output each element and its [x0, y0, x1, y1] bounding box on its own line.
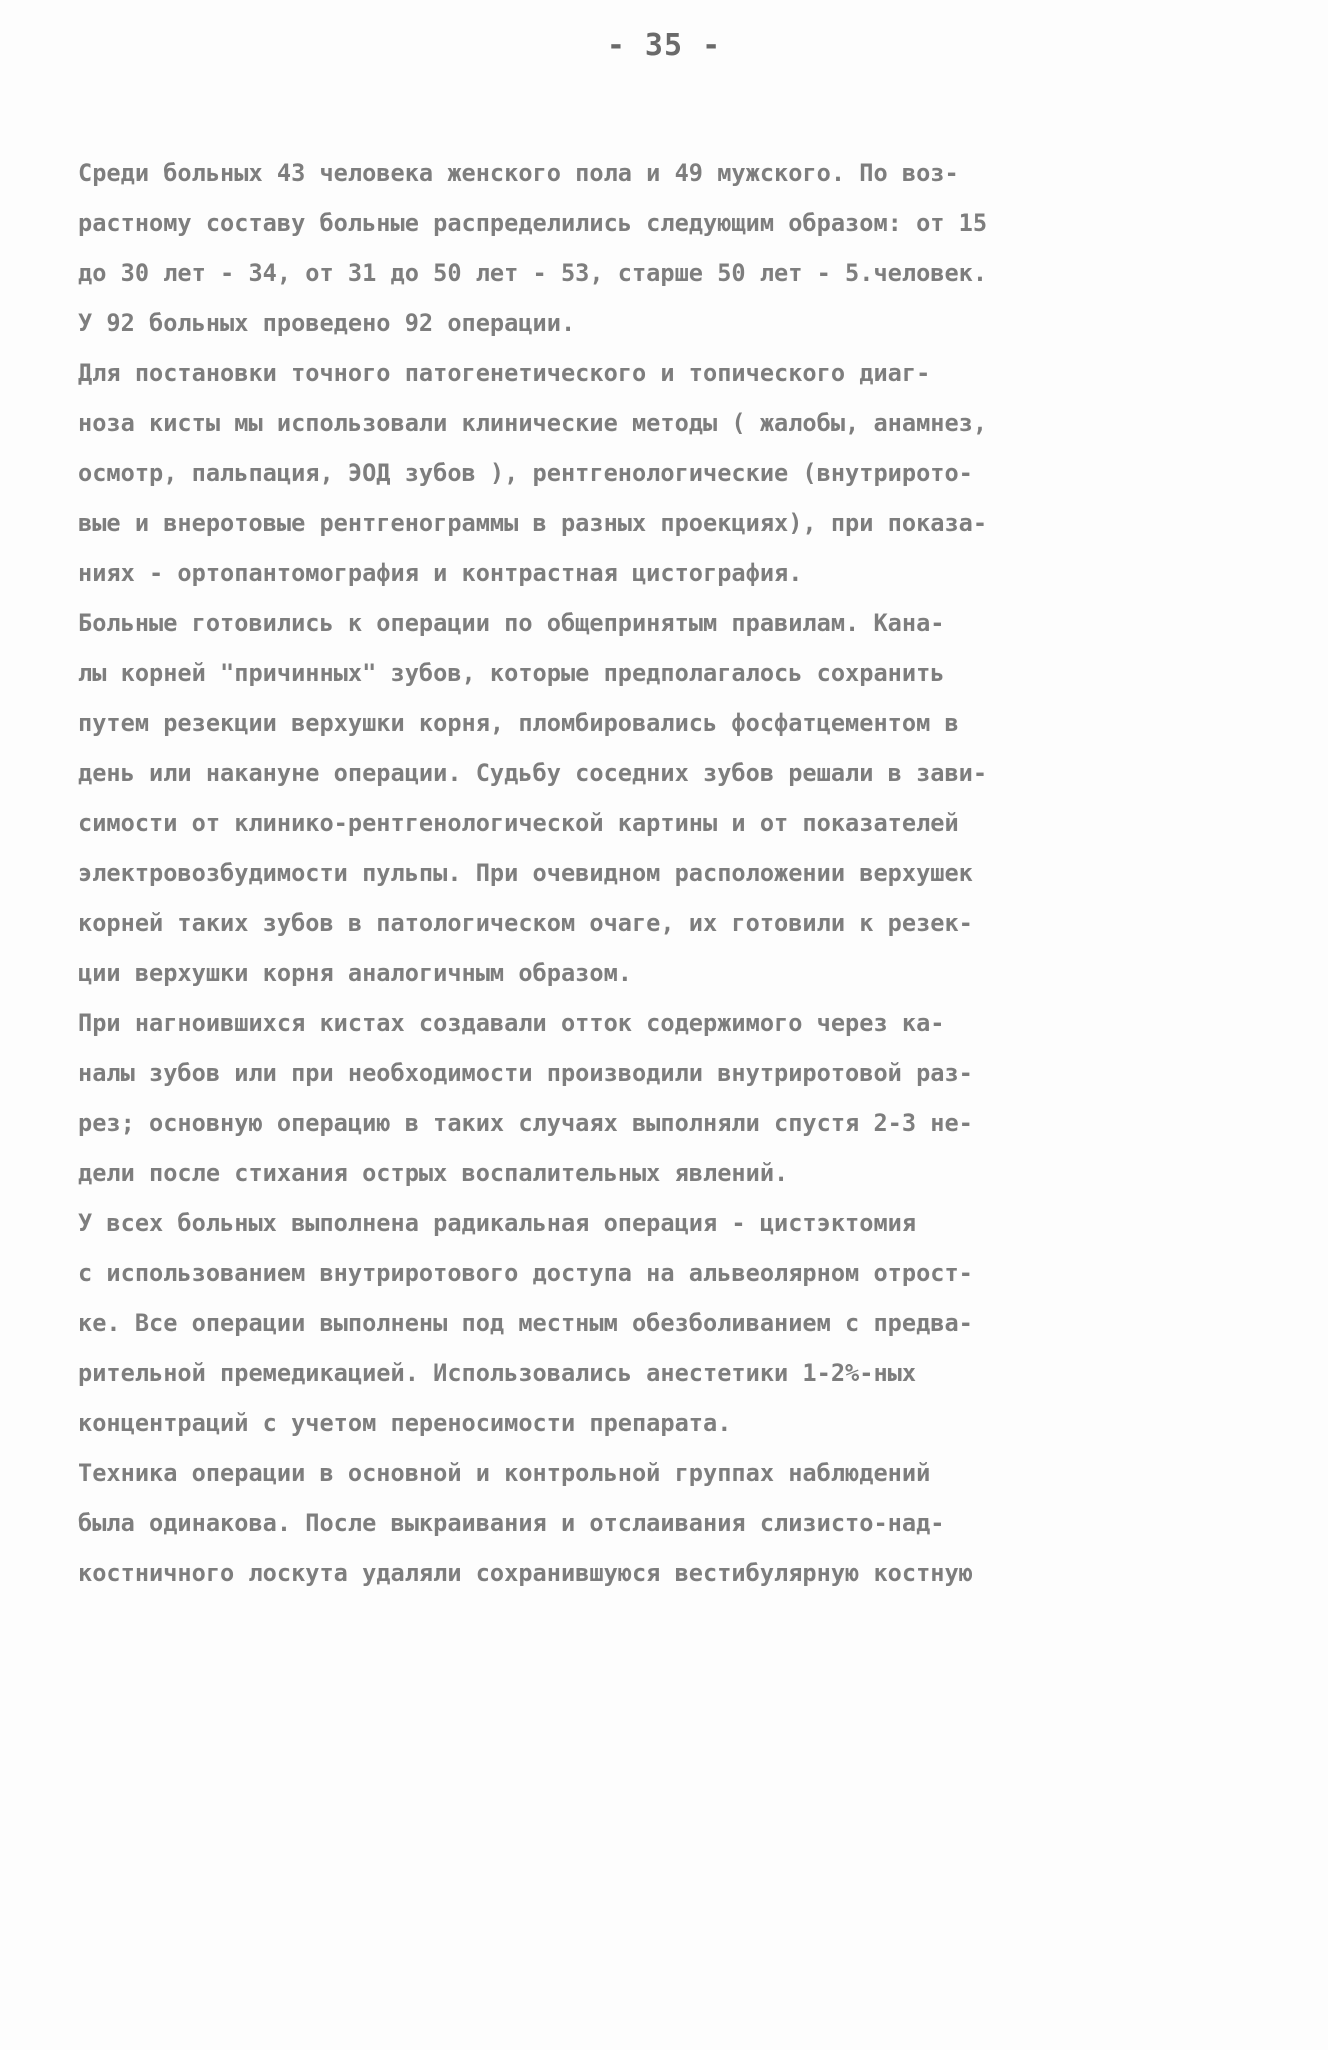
text-line: Среди больных 43 человека женского пола и 49 мужского. По воз- [78, 159, 959, 187]
text-line: Больные готовились к операции по общепринятым правилам. Кана- [78, 609, 945, 637]
text-line: костничного лоскута удаляли сохранившуюся вестибулярную костную [78, 1559, 973, 1587]
text-line: электровозбудимости пульпы. При очевидном расположении верхушек [78, 859, 973, 887]
text-line: путем резекции верхушки корня, пломбировались фосфатцементом в [78, 709, 959, 737]
text-line: У всех больных выполнена радикальная операция - цистэктомия [78, 1209, 917, 1237]
text-line: ниях - ортопантомография и контрастная цистография. [78, 559, 803, 587]
text-line: симости от клинико-рентгенологической картины и от показателей [78, 809, 959, 837]
text-line: При нагноившихся кистах создавали отток содержимого через ка- [78, 1009, 945, 1037]
text-line: ции верхушки корня аналогичным образом. [78, 959, 632, 987]
text-line: ноза кисты мы использовали клинические методы ( жалобы, анамнез, [78, 409, 988, 437]
text-line: Для постановки точного патогенетического и топического диаг- [78, 359, 931, 387]
page-number: - 35 - [606, 28, 722, 63]
text-line: до 30 лет - 34, от 31 до 50 лет - 53, старше 50 лет - 5.человек. [78, 259, 988, 287]
text-line: У 92 больных проведено 92 операции. [78, 309, 576, 337]
text-line: растному составу больные распределились следующим образом: от 15 [78, 209, 988, 237]
text-line: день или накануне операции. Судьбу соседних зубов решали в зави- [78, 759, 988, 787]
text-line: осмотр, пальпация, ЭОД зубов ), рентгенологические (внутрирото- [78, 459, 973, 487]
text-line: ке. Все операции выполнены под местным обезболиванием с предва- [78, 1309, 973, 1337]
text-line: налы зубов или при необходимости производили внутриротовой раз- [78, 1059, 973, 1087]
text-line: вые и внеротовые рентгенограммы в разных проекциях), при показа- [78, 509, 988, 537]
text-line: рез; основную операцию в таких случаях выполняли спустя 2-3 не- [78, 1109, 973, 1137]
text-line: дели после стихания острых воспалительных явлений. [78, 1159, 789, 1187]
body-text [78, 148, 1268, 1598]
text-line: концентраций с учетом переносимости препарата. [78, 1409, 732, 1437]
text-line: была одинакова. После выкраивания и отслаивания слизисто-над- [78, 1509, 945, 1537]
text-line: Техника операции в основной и контрольной группах наблюдений [78, 1459, 931, 1487]
text-line: рительной премедикацией. Использовались анестетики 1-2%-ных [78, 1359, 917, 1387]
text-line: с использованием внутриротового доступа на альвеолярном отрост- [78, 1259, 973, 1287]
text-line: лы корней "причинных" зубов, которые предполагалось сохранить [78, 659, 945, 687]
text-line: корней таких зубов в патологическом очаге, их готовили к резек- [78, 909, 973, 937]
